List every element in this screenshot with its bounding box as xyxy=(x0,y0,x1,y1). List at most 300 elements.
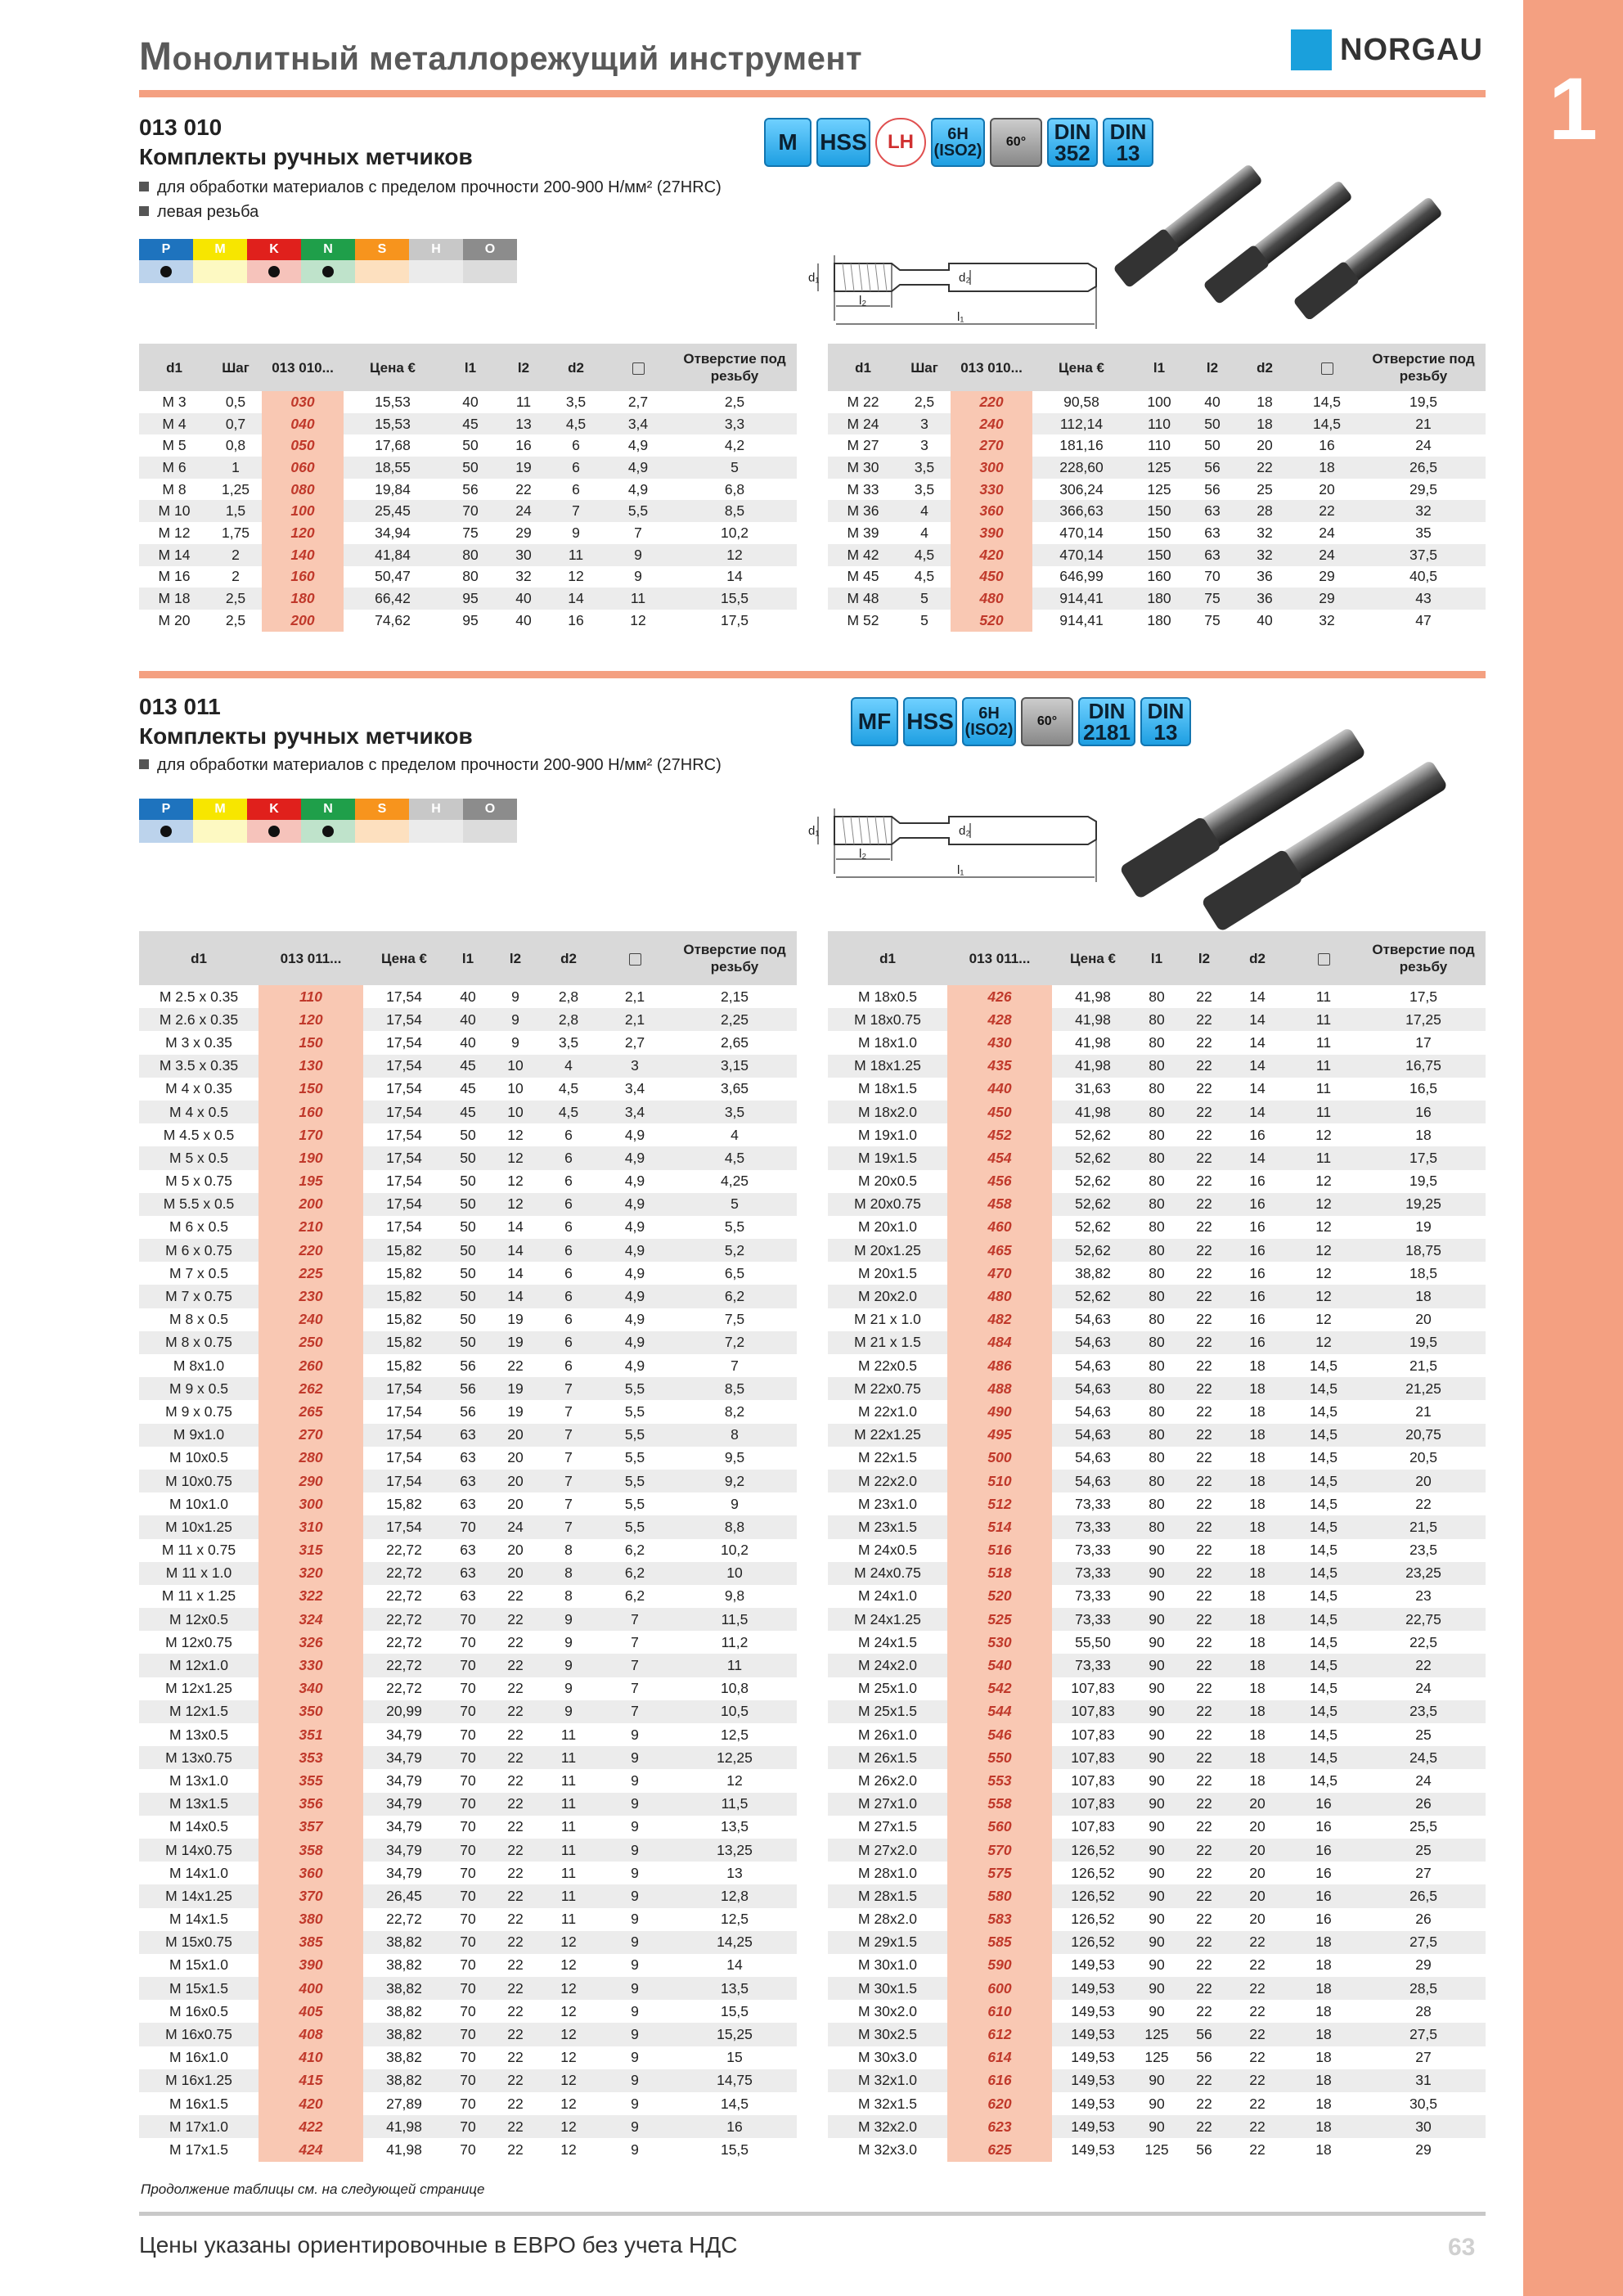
table-cell: 70 xyxy=(460,1633,476,1650)
table-cell: 2,5 xyxy=(914,393,935,410)
article-code: 542 xyxy=(947,1677,1052,1700)
table-cell: 10 xyxy=(507,1080,524,1097)
table-cell: 28,5 xyxy=(1361,1977,1486,2000)
table-cell: 90 xyxy=(1149,1818,1165,1835)
table-cell: 22 xyxy=(1180,1008,1229,1031)
table-cell: 80 xyxy=(1134,1193,1180,1216)
table-cell: 14,5 xyxy=(1286,1654,1361,1677)
table-cell: 3,4 xyxy=(624,1080,645,1097)
table-cell: M 20x1.0 xyxy=(858,1218,917,1236)
table-cell: 20 xyxy=(1229,1839,1286,1862)
table-cell: 12 xyxy=(1286,1285,1361,1308)
table-cell: M 22 xyxy=(847,393,879,410)
table-cell: 7 xyxy=(564,1495,573,1512)
table-cell: 4 xyxy=(540,1055,597,1078)
table-cell: 25,5 xyxy=(1409,1818,1438,1835)
table-cell: 70 xyxy=(445,1608,491,1631)
table-cell: 17,54 xyxy=(386,1173,422,1190)
column-header: l2 xyxy=(491,931,540,985)
table-cell: 16 xyxy=(1249,1218,1266,1236)
column-header: Отверстие под резьбу xyxy=(1361,931,1486,985)
table-cell: 6 xyxy=(572,437,580,454)
table-cell: M 28x2.0 xyxy=(858,1911,917,1928)
table-cell: 15,82 xyxy=(386,1311,422,1328)
table-row xyxy=(828,1631,1486,1654)
table-cell: M 22x1.5 xyxy=(858,1449,917,1466)
table-cell: 90 xyxy=(1134,1793,1180,1816)
table-cell: M 14x0.75 xyxy=(139,1839,259,1862)
table-cell: 5,5 xyxy=(724,1218,745,1236)
table-cell: 75 xyxy=(1188,588,1237,610)
table-cell: 16 xyxy=(1249,1126,1266,1143)
table-cell: 22 xyxy=(1196,988,1212,1005)
article-code: 120 xyxy=(259,1008,363,1031)
table-cell: 7 xyxy=(540,1424,597,1447)
table-cell: 40 xyxy=(460,988,476,1005)
table-cell: M 6 x 0.75 xyxy=(139,1239,259,1262)
applicable-dot-icon xyxy=(160,266,172,277)
table-cell: 50 xyxy=(1204,437,1221,454)
section1-property-icons xyxy=(764,118,1153,167)
table-cell: 19,5 xyxy=(1361,1331,1486,1354)
table-cell: 80 xyxy=(1134,1377,1180,1400)
table-cell: 22 xyxy=(1180,1101,1229,1123)
table-cell: M 30x2.5 xyxy=(828,2023,947,2046)
table-cell: 54,63 xyxy=(1075,1402,1111,1420)
table-cell: 2,5 xyxy=(209,588,262,610)
article-code: 240 xyxy=(259,1308,363,1331)
table-cell: 1,75 xyxy=(221,524,250,541)
table-cell: 17,54 xyxy=(363,1515,445,1538)
table-cell: M 24x1.0 xyxy=(858,1587,917,1605)
table-cell: 80 xyxy=(1134,1515,1180,1538)
table-cell: 16 xyxy=(1249,1311,1266,1328)
table-cell: 90 xyxy=(1149,1542,1165,1559)
table-cell: 50 xyxy=(462,437,479,454)
article-code: 200 xyxy=(262,610,344,632)
table-cell: 80 xyxy=(1134,1239,1180,1262)
table-cell: 8 xyxy=(672,1424,797,1447)
article-code: 353 xyxy=(259,1746,363,1769)
article-code: 470 xyxy=(947,1262,1052,1285)
table-cell: M 8x1.0 xyxy=(173,1357,225,1374)
table-row xyxy=(139,2069,797,2092)
table-cell: 22 xyxy=(491,2023,540,2046)
table-cell: 11 xyxy=(560,1818,577,1835)
table-cell: 70 xyxy=(460,1818,476,1835)
table-cell: 34,79 xyxy=(363,1746,445,1769)
article-code: 450 xyxy=(947,1101,1052,1123)
table-cell: 66,42 xyxy=(344,588,442,610)
table-cell: 4,5 xyxy=(540,1101,597,1123)
table-cell: 80 xyxy=(1134,1008,1180,1031)
table-cell: 90 xyxy=(1149,2002,1165,2019)
table-cell: 54,63 xyxy=(1075,1311,1111,1328)
table-cell: 27,5 xyxy=(1361,1931,1486,1954)
article-code: 600 xyxy=(947,1977,1052,2000)
table-cell: 2,15 xyxy=(720,988,749,1005)
table-cell: 9 xyxy=(540,1700,597,1723)
brand-name: NORGAU xyxy=(1340,32,1483,67)
table-cell: 63 xyxy=(445,1424,491,1447)
page-title: Монолитный металлорежущий инструмент xyxy=(139,35,863,79)
table-row xyxy=(828,1424,1486,1447)
table-cell: 22 xyxy=(491,1700,540,1723)
table-cell: 12 xyxy=(507,1173,524,1190)
article-code: 050 xyxy=(262,434,344,457)
table-cell: 1 xyxy=(209,457,262,479)
table-cell: 22 xyxy=(1180,1654,1229,1677)
table-cell: 70 xyxy=(460,2141,476,2158)
table-cell: 22 xyxy=(491,1793,540,1816)
table-cell: 22 xyxy=(491,1608,540,1631)
table-cell: M 14 xyxy=(139,544,209,566)
table-cell: 56 xyxy=(460,1357,476,1374)
table-cell: 18 xyxy=(1249,1357,1266,1374)
table-cell: 11 xyxy=(1315,1033,1332,1051)
table-cell: 90,58 xyxy=(1063,393,1099,410)
table-cell: 22 xyxy=(1196,1173,1212,1190)
table-cell: 14 xyxy=(491,1239,540,1262)
table-row xyxy=(828,1492,1486,1515)
table-cell: M 9 x 0.5 xyxy=(139,1377,259,1400)
table-cell: 6 xyxy=(564,1264,573,1281)
table-row xyxy=(828,610,1486,632)
article-code: 326 xyxy=(259,1631,363,1654)
article-code: 500 xyxy=(947,1447,1052,1470)
table-cell: 18 xyxy=(1229,1470,1286,1492)
table-cell: 14,5 xyxy=(1309,1633,1338,1650)
material-K-cell xyxy=(247,260,301,283)
table-cell: M 8 xyxy=(162,480,187,497)
article-code: 428 xyxy=(947,1008,1052,1031)
table-row xyxy=(139,1008,797,1031)
table-cell: 16 xyxy=(1315,1864,1332,1881)
article-code: 480 xyxy=(951,588,1032,610)
table-cell: 26,5 xyxy=(1361,1884,1486,1907)
article-code: 510 xyxy=(947,1470,1052,1492)
table-cell: 126,52 xyxy=(1052,1839,1134,1862)
table-cell: 22 xyxy=(1196,1726,1212,1743)
table-cell: 70 xyxy=(442,500,499,522)
article-code: 530 xyxy=(947,1631,1052,1654)
table-row xyxy=(828,1746,1486,1769)
table-row xyxy=(828,434,1486,457)
table-cell: 17,54 xyxy=(363,1008,445,1031)
table-cell: 20 xyxy=(1249,1864,1266,1881)
l2-label: l₂ xyxy=(859,294,867,308)
table-cell: 11 xyxy=(548,544,604,566)
table-cell: 15 xyxy=(726,2049,743,2066)
table-013010-left xyxy=(139,344,797,632)
table-cell: 22 xyxy=(1229,2115,1286,2138)
table-cell: 17,54 xyxy=(386,988,422,1005)
table-cell: 4,9 xyxy=(627,480,649,497)
table-cell: 16 xyxy=(1319,437,1335,454)
table-cell: 1,5 xyxy=(209,500,262,522)
material-N-header: N xyxy=(301,799,355,820)
table-cell: 14,5 xyxy=(1286,1746,1361,1769)
material-M-header: M xyxy=(193,239,247,260)
article-code: 360 xyxy=(259,1862,363,1884)
table-cell: 70 xyxy=(445,2069,491,2092)
table-cell: 18 xyxy=(1286,1977,1361,2000)
table-cell: 70 xyxy=(445,1700,491,1723)
table-cell: M 20x1.5 xyxy=(858,1264,917,1281)
table-cell: 9 xyxy=(597,1884,672,1907)
article-code: 456 xyxy=(947,1170,1052,1193)
article-code: 150 xyxy=(259,1078,363,1101)
icon-line: DIN xyxy=(1088,699,1126,723)
article-code: 300 xyxy=(951,457,1032,479)
table-cell: 52,62 xyxy=(1052,1239,1134,1262)
table-cell: 17,25 xyxy=(1361,1008,1486,1031)
table-cell: 12 xyxy=(540,2115,597,2138)
table-row xyxy=(139,1884,797,1907)
table-cell: M 3 x 0.35 xyxy=(165,1033,232,1051)
table-cell: 40 xyxy=(515,611,532,628)
column-header: Отверстие под резьбу xyxy=(1361,344,1486,391)
table-cell: 31 xyxy=(1361,2069,1486,2092)
table-cell: 14 xyxy=(1249,988,1266,1005)
applicable-dot-icon xyxy=(160,826,172,837)
table-cell: 110 xyxy=(1148,437,1171,454)
table-cell: 22 xyxy=(1249,2141,1266,2158)
table-cell: 7 xyxy=(597,1700,672,1723)
table-cell: M 10x1.0 xyxy=(169,1495,228,1512)
table-row xyxy=(828,2046,1486,2069)
table-cell: 12 xyxy=(540,1931,597,1954)
table-cell: 22 xyxy=(507,1680,524,1697)
table-cell: 70 xyxy=(460,1864,476,1881)
table-cell: M 20x2.0 xyxy=(828,1285,947,1308)
table-cell: 7 xyxy=(731,1357,739,1374)
table-cell: 914,41 xyxy=(1032,588,1131,610)
table-cell: 18,55 xyxy=(344,457,442,479)
article-code: 484 xyxy=(947,1331,1052,1354)
table-cell: M 3.5 x 0.35 xyxy=(139,1055,259,1078)
table-cell: 70 xyxy=(460,1956,476,1974)
table-cell: 40 xyxy=(460,1033,476,1051)
table-cell: 6,2 xyxy=(597,1562,672,1585)
table-cell: 25,45 xyxy=(344,500,442,522)
table-cell: 45 xyxy=(445,1101,491,1123)
article-code: 262 xyxy=(259,1377,363,1400)
table-cell: 14 xyxy=(491,1285,540,1308)
article-code: 546 xyxy=(947,1723,1052,1746)
table-cell: 41,98 xyxy=(1075,1033,1111,1051)
table-cell: 26 xyxy=(1361,1793,1486,1816)
table-row xyxy=(828,544,1486,566)
table-cell: 90 xyxy=(1134,1977,1180,2000)
article-code: 195 xyxy=(259,1170,363,1193)
table-cell: 20,99 xyxy=(363,1700,445,1723)
table-cell: M 24x2.0 xyxy=(828,1654,947,1677)
table-cell: 4,5 xyxy=(914,568,935,585)
article-code: 460 xyxy=(947,1216,1052,1239)
table-cell: 22,72 xyxy=(386,1633,422,1650)
table-cell: 22 xyxy=(491,1931,540,1954)
table-cell: 80 xyxy=(1149,1173,1165,1190)
table-cell: 107,83 xyxy=(1052,1746,1134,1769)
article-code: 100 xyxy=(262,500,344,522)
table-cell: M 2.6 x 0.35 xyxy=(139,1008,259,1031)
table-cell: 23 xyxy=(1415,1587,1432,1605)
material-O-header: O xyxy=(463,799,517,820)
table-cell: M 12x0.5 xyxy=(139,1608,259,1631)
table-cell: 150 xyxy=(1131,544,1188,566)
column-header: Отверстие под резьбу xyxy=(672,931,797,985)
table-cell: 14 xyxy=(1229,1055,1286,1078)
table-cell: 7 xyxy=(540,1515,597,1538)
material-H-cell xyxy=(409,260,463,283)
table-row xyxy=(139,1585,797,1608)
table-cell: 20 xyxy=(1249,1911,1266,1928)
table-cell: 3 xyxy=(920,437,928,454)
table-cell: 14,5 xyxy=(1309,1587,1338,1605)
checkbox-icon xyxy=(1293,344,1361,391)
article-code: 580 xyxy=(947,1884,1052,1907)
table-row xyxy=(828,1008,1486,1031)
table-cell: 34,79 xyxy=(363,1839,445,1862)
table-cell: M 36 xyxy=(828,500,898,522)
table-cell: 15,53 xyxy=(375,393,411,410)
d2-label: d₂ xyxy=(959,271,971,285)
article-code: 330 xyxy=(951,479,1032,501)
table-cell: 35 xyxy=(1415,524,1432,541)
table-cell: 22 xyxy=(1180,1562,1229,1585)
table-cell: 7,2 xyxy=(672,1331,797,1354)
table-cell: 7 xyxy=(634,524,642,541)
table-cell: 24 xyxy=(491,1515,540,1538)
table-row xyxy=(828,1216,1486,1239)
table-cell: 22 xyxy=(1180,1608,1229,1631)
table-cell: 20 xyxy=(507,1495,524,1512)
table-cell: M 30x1.0 xyxy=(858,1956,917,1974)
table-cell: 5,5 xyxy=(624,1449,645,1466)
table-cell: 16 xyxy=(515,437,532,454)
article-code: 550 xyxy=(947,1746,1052,1769)
table-cell: 12 xyxy=(491,1146,540,1169)
article-code: 150 xyxy=(259,1031,363,1054)
table-cell: 125 xyxy=(1144,2141,1169,2158)
table-cell: 10 xyxy=(491,1101,540,1123)
table-cell: 7 xyxy=(564,1402,573,1420)
table-row xyxy=(139,522,797,544)
table-cell: M 16x1.25 xyxy=(139,2069,259,2092)
table-cell: M 22x0.5 xyxy=(858,1357,917,1374)
article-code: 140 xyxy=(262,544,344,566)
table-cell: 12,25 xyxy=(672,1746,797,1769)
icon-line: (ISO2) xyxy=(964,721,1014,739)
table-cell: 11 xyxy=(560,1726,577,1743)
table-cell: 22 xyxy=(1237,457,1293,479)
table-cell: 107,83 xyxy=(1071,1680,1115,1697)
table-cell: M 10x0.75 xyxy=(139,1470,259,1492)
table-row xyxy=(828,1539,1486,1562)
table-cell: 22 xyxy=(491,1746,540,1769)
table-cell: 18 xyxy=(1249,1587,1266,1605)
d1-label: d₁ xyxy=(808,824,820,838)
table-cell: 16 xyxy=(1229,1285,1286,1308)
article-code: 520 xyxy=(947,1585,1052,1608)
table-cell: 4 xyxy=(920,524,928,541)
table-cell: 22 xyxy=(1196,1633,1212,1650)
article-code: 590 xyxy=(947,1954,1052,1977)
table-cell: 22 xyxy=(515,480,532,497)
table-cell: 22 xyxy=(1196,1311,1212,1328)
table-cell: 74,62 xyxy=(375,611,411,628)
column-header: d1 xyxy=(828,344,898,391)
table-row xyxy=(828,1793,1486,1816)
table-cell: M 25x1.0 xyxy=(858,1680,917,1697)
table-cell: 11 xyxy=(1286,1101,1361,1123)
table-cell: M 11 x 0.75 xyxy=(161,1542,236,1559)
table-cell: 22 xyxy=(507,2141,524,2158)
table-row xyxy=(139,1354,797,1377)
property-icon: HSS xyxy=(903,697,957,746)
article-code: 180 xyxy=(262,588,344,610)
table-cell: M 15x1.5 xyxy=(139,1977,259,2000)
table-cell: M 39 xyxy=(847,524,879,541)
table-cell: 40 xyxy=(1204,393,1221,410)
table-cell: M 22x1.0 xyxy=(858,1402,917,1420)
table-row xyxy=(828,1608,1486,1631)
table-cell: 17,54 xyxy=(363,1193,445,1216)
table-cell: 22 xyxy=(507,1726,524,1743)
article-code: 350 xyxy=(259,1700,363,1723)
table-cell: M 15x1.0 xyxy=(169,1956,228,1974)
table-cell: 7 xyxy=(548,500,604,522)
table-cell: 14,5 xyxy=(1309,1772,1338,1789)
column-header: l1 xyxy=(445,931,491,985)
table-cell: M 32x2.0 xyxy=(828,2115,947,2138)
table-cell: 22 xyxy=(1196,1126,1212,1143)
article-code: 518 xyxy=(947,1562,1052,1585)
table-row xyxy=(139,1400,797,1423)
table-row xyxy=(828,1816,1486,1839)
table-row xyxy=(139,1677,797,1700)
table-row xyxy=(828,1447,1486,1470)
table-row xyxy=(828,522,1486,544)
table-cell: 41,84 xyxy=(344,544,442,566)
table-cell: 149,53 xyxy=(1052,2023,1134,2046)
page-number: 63 xyxy=(1448,2234,1476,2261)
column-header: d1 xyxy=(139,931,259,985)
table-cell: 90 xyxy=(1134,1700,1180,1723)
table-row xyxy=(828,985,1486,1008)
table-cell: 80 xyxy=(1149,1264,1165,1281)
table-cell: M 11 x 1.0 xyxy=(139,1562,259,1585)
table-cell: 30 xyxy=(499,544,548,566)
table-cell: 5 xyxy=(672,457,797,479)
article-code: 265 xyxy=(259,1400,363,1423)
table-cell: 149,53 xyxy=(1052,1977,1134,2000)
table-cell: 50 xyxy=(460,1264,476,1281)
material-K-header: K xyxy=(247,239,301,260)
table-cell: 6 xyxy=(540,1285,597,1308)
table-cell: 90 xyxy=(1149,1680,1165,1697)
table-cell: 18 xyxy=(1315,2095,1332,2112)
table-cell: 4,9 xyxy=(597,1285,672,1308)
table-cell: 125 xyxy=(1147,480,1171,497)
article-code: 450 xyxy=(951,566,1032,588)
table-cell: 90 xyxy=(1134,1931,1180,1954)
table-cell: 17,5 xyxy=(1361,1146,1486,1169)
table-row xyxy=(139,1793,797,1816)
table-cell: 20 xyxy=(507,1542,524,1559)
table-cell: 11 xyxy=(540,1793,597,1816)
